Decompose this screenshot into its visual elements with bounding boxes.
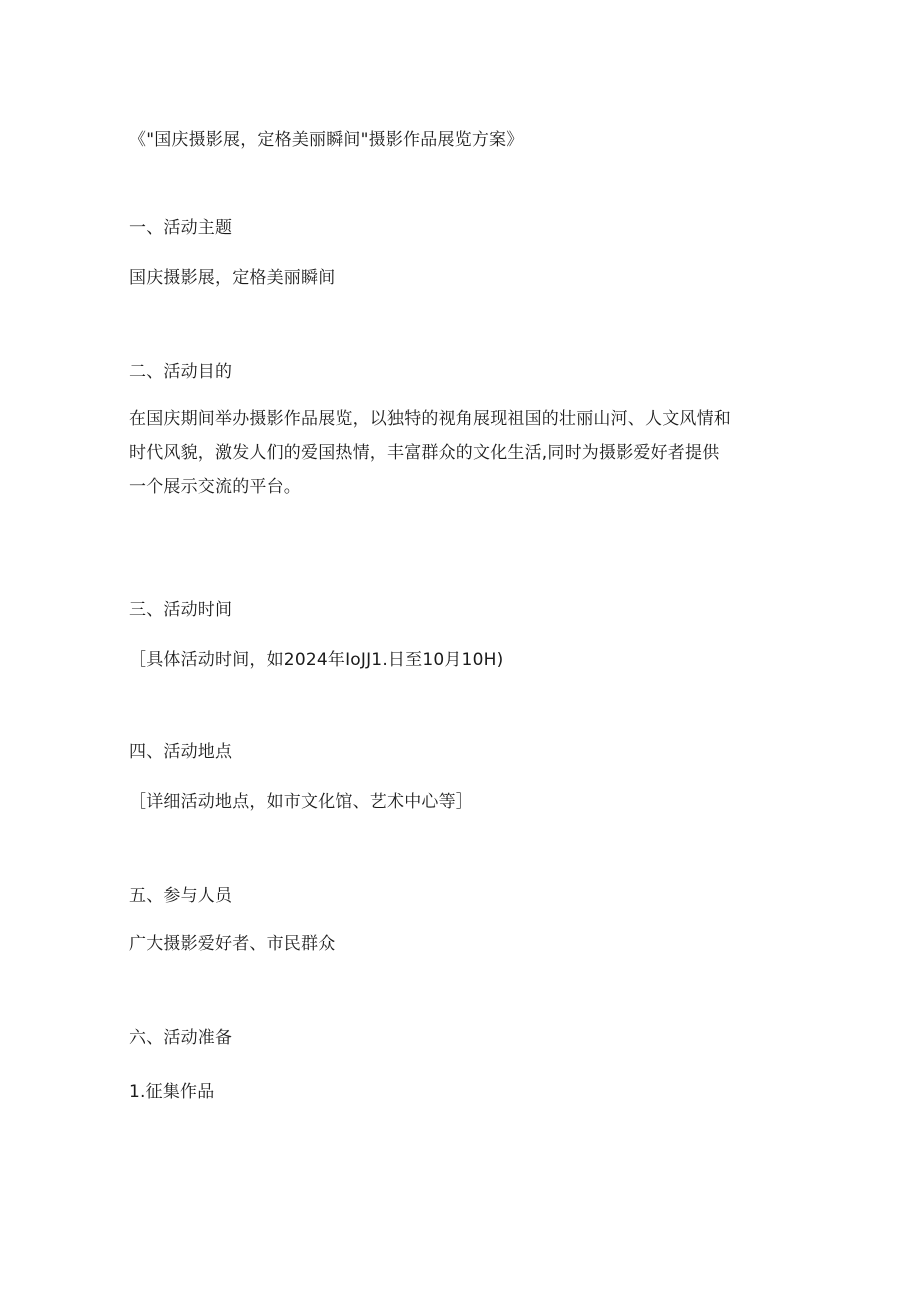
purpose-line: 一个展示交流的平台。: [129, 477, 301, 497]
section-body-purpose: [129, 402, 789, 504]
section-heading-time: 三、活动时间: [129, 600, 233, 620]
section-body-location: ［详细活动地点，如市文化馆、艺术中心等］: [129, 792, 473, 812]
section-heading-purpose: 二、活动目的: [129, 362, 233, 382]
document-title: 《"国庆摄影展，定格美丽瞬间"摄影作品展览方案》: [129, 130, 524, 150]
section-body-theme: 国庆摄影展，定格美丽瞬间: [129, 268, 336, 288]
section-body-time: ［具体活动时间，如2024年IoJJ1.日至10月10H): [129, 650, 504, 670]
section-body-preparation: 1.征集作品: [129, 1082, 215, 1102]
purpose-line: 时代风貌，激发人们的爱国热情，丰富群众的文化生活,同时为摄影爱好者提供: [129, 443, 720, 463]
purpose-line: 在国庆期间举办摄影作品展览，以独特的视角展现祖国的壮丽山河、人文风情和: [129, 409, 731, 429]
section-heading-theme: 一、活动主题: [129, 218, 233, 238]
section-heading-location: 四、活动地点: [129, 742, 233, 762]
section-heading-preparation: 六、活动准备: [129, 1028, 233, 1048]
section-heading-participants: 五、参与人员: [129, 886, 233, 906]
section-body-participants: 广大摄影爱好者、市民群众: [129, 934, 336, 954]
